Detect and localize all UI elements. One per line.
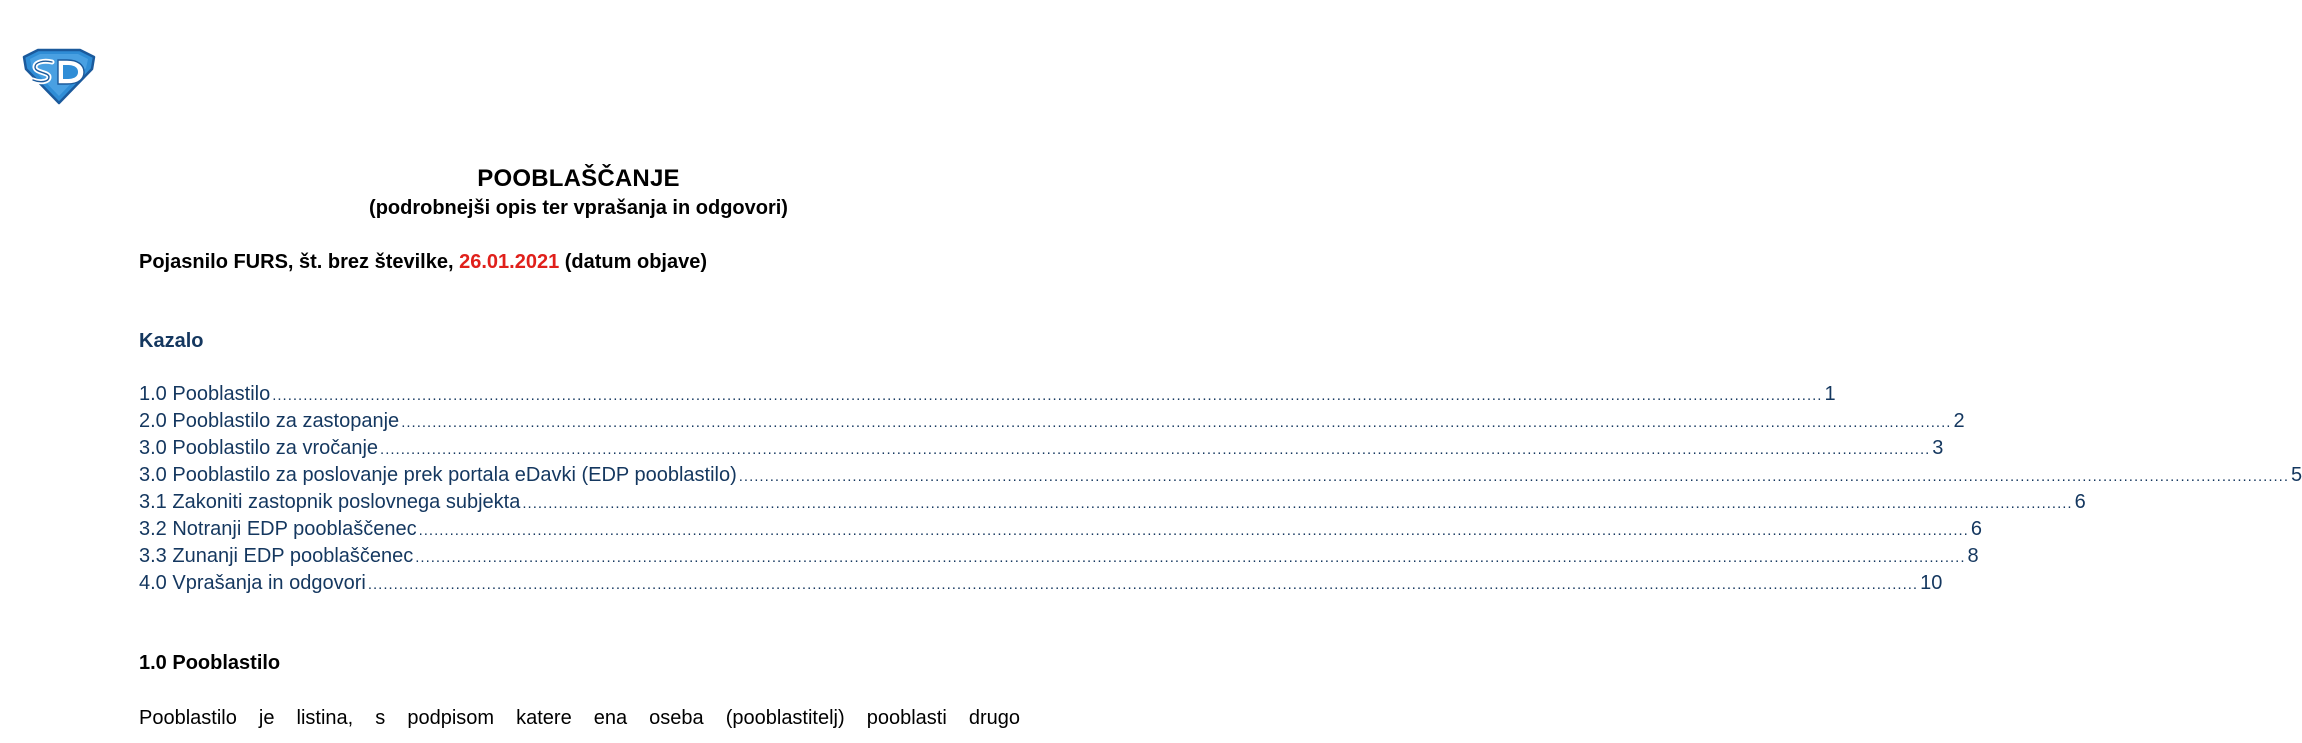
document-title: POOBLAŠČANJE (477, 165, 680, 192)
toc-entry-label: 2.0 Pooblastilo za zastopanje (139, 410, 400, 432)
toc-entry[interactable] (139, 410, 1965, 437)
toc-entry-label: 4.0 Vprašanja in odgovori (139, 572, 366, 594)
toc-entry-label: 3.3 Zunanji EDP pooblaščenec (139, 545, 414, 567)
source-line (139, 251, 707, 274)
toc-entry-page: 2 (1953, 410, 1965, 432)
toc-dot-leader: ............................................................................................................................................................................................................................................................................................................ (418, 522, 1969, 539)
toc-entry-label: 3.1 Zakoniti zastopnik poslovnega subjekta (139, 491, 521, 513)
toc-entry[interactable] (139, 545, 1979, 572)
toc-entry-label: 3.2 Notranji EDP pooblaščenec (139, 518, 417, 540)
sd-shield-logo-icon (22, 47, 96, 105)
toc-heading: Kazalo (139, 330, 204, 352)
toc-entry[interactable] (139, 572, 1943, 599)
toc-entry-page: 10 (1920, 572, 1943, 594)
toc-entry-page: 5 (2291, 464, 2302, 486)
toc-entry-label: 3.0 Pooblastilo za poslovanje prek portala eDavki (EDP pooblastilo) (139, 464, 737, 486)
toc-entry[interactable] (139, 383, 1836, 410)
toc-dot-leader: ............................................................................................................................................................................................................................................................................................................ (522, 495, 2073, 512)
source-prefix: Pojasnilo FURS, št. brez številke, (139, 251, 460, 273)
toc-entry-label: 3.0 Pooblastilo za vročanje (139, 437, 379, 459)
toc-entry-page: 6 (1970, 518, 1982, 540)
toc-dot-leader: ............................................................................................................................................................................................................................................................................................................ (367, 576, 1919, 593)
toc-entry[interactable] (139, 491, 2086, 518)
toc-dot-leader: ............................................................................................................................................................................................................................................................................................................ (401, 414, 1952, 431)
toc-entry-label: 1.0 Pooblastilo (139, 383, 271, 405)
document-subtitle: (podrobnejši opis ter vprašanja in odgovori) (369, 197, 788, 219)
toc-entry-page: 8 (1967, 545, 1979, 567)
toc-entry[interactable] (139, 464, 2302, 491)
section-heading: 1.0 Pooblastilo (139, 652, 281, 674)
toc-entry[interactable] (139, 518, 1982, 545)
table-of-contents (139, 383, 2302, 599)
toc-dot-leader: ............................................................................................................................................................................................................................................................................................................ (380, 441, 1931, 458)
toc-entry-page: 1 (1824, 383, 1836, 405)
toc-entry[interactable] (139, 437, 1944, 464)
toc-entry-page: 3 (1932, 437, 1944, 459)
toc-entry-page: 6 (2074, 491, 2086, 513)
toc-dot-leader: ............................................................................................................................................................................................................................................................................................................ (272, 387, 1823, 404)
publication-date: 26.01.2021 (459, 251, 560, 273)
toc-dot-leader: ............................................................................................................................................................................................................................................................................................................ (415, 549, 1966, 566)
source-suffix: (datum objave) (559, 251, 708, 273)
toc-dot-leader: ............................................................................................................................................................................................................................................................................................................ (738, 468, 2289, 485)
body-paragraph: Pooblastilo je listina, s podpisom katere ena oseba (pooblastitelj) pooblasti drugo (139, 707, 1020, 729)
